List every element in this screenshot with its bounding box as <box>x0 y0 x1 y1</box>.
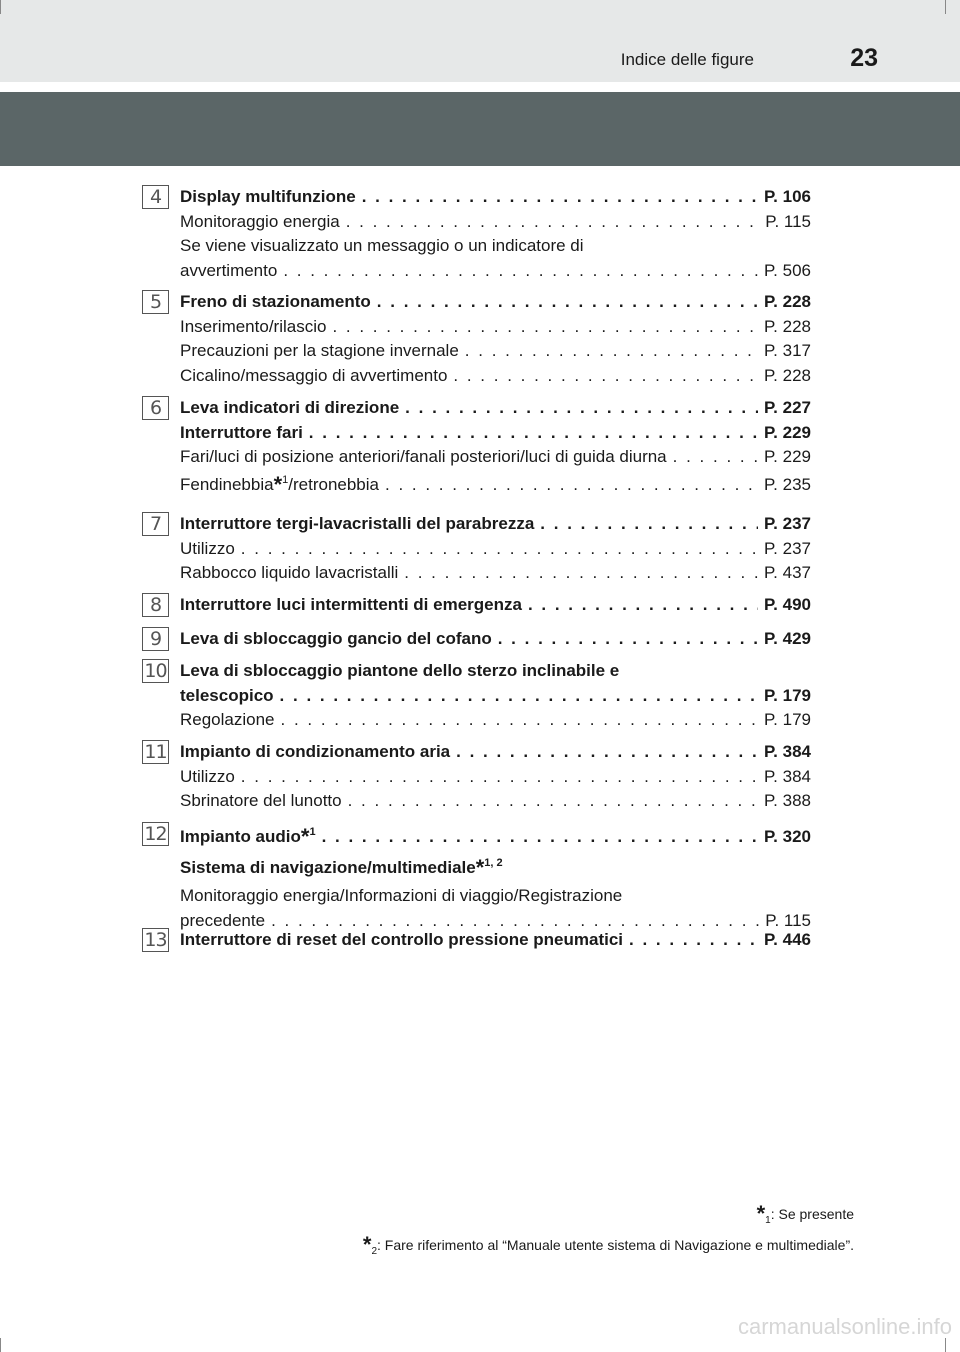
entry-label: Interruttore di reset del controllo pressione pneumatici <box>180 930 624 949</box>
leader-dots <box>283 261 758 281</box>
page-ref[interactable]: P. 384 <box>764 742 811 761</box>
entry-text <box>180 563 398 583</box>
entry-label: Display multifunzione <box>180 187 356 206</box>
figure-number-box: 8 <box>142 593 169 617</box>
figure-number-box: 9 <box>142 627 169 651</box>
leader-dots <box>309 423 758 443</box>
leader-dots <box>404 563 758 583</box>
leader-dots <box>377 292 758 312</box>
index-heading[interactable] <box>180 595 811 619</box>
index-heading[interactable] <box>180 629 811 653</box>
index-subitem[interactable] <box>180 261 811 285</box>
asterisk-icon: * <box>475 855 485 880</box>
entry-label: Leva di sbloccaggio piantone dello sterzo inclinabile e <box>180 661 620 680</box>
leader-dots <box>362 187 758 207</box>
entry-text <box>180 824 316 850</box>
index-subitem[interactable] <box>180 472 811 496</box>
index-subitem[interactable] <box>180 317 811 341</box>
footnote-ref: 1 <box>309 826 316 838</box>
entry-label: Utilizzo <box>180 766 235 786</box>
entry-label: Regolazione <box>180 710 275 729</box>
index-heading[interactable] <box>180 423 811 447</box>
page-ref[interactable]: P. 228 <box>764 316 811 336</box>
entry-text <box>180 292 371 312</box>
page-ref[interactable]: P. 179 <box>764 710 811 729</box>
index-subitem[interactable] <box>180 366 811 390</box>
leader-dots <box>540 514 758 534</box>
figure-number-box: 4 <box>142 185 169 209</box>
entry-label: Rabbocco liquido lavacristalli <box>180 563 399 582</box>
entry-label: Impianto audio <box>180 827 301 846</box>
page-ref[interactable]: P. 228 <box>764 365 811 385</box>
entry-label: precedente <box>180 910 266 930</box>
figure-number-box: 7 <box>142 512 169 536</box>
page-ref[interactable]: P. 115 <box>765 910 811 930</box>
index-subitem[interactable] <box>180 710 811 734</box>
entry-label: Se viene visualizzato un messaggio o un indicatore di <box>180 236 584 255</box>
leader-dots <box>465 341 758 361</box>
figure-number-box: 13 <box>142 928 169 952</box>
page-ref[interactable]: P. 317 <box>764 341 811 360</box>
figure-number-box: 6 <box>142 396 169 420</box>
entry-label: Interruttore luci intermittenti di emergenza <box>180 595 522 614</box>
page-ref[interactable]: P. 115 <box>765 211 811 231</box>
index-subitem[interactable] <box>180 539 811 563</box>
entry-text <box>180 447 667 467</box>
entry-label: Utilizzo <box>180 538 235 558</box>
index-subitem[interactable] <box>180 447 811 471</box>
entry-text <box>180 212 340 232</box>
asterisk-icon: * <box>300 824 310 849</box>
index-heading[interactable] <box>180 514 811 538</box>
asterisk-icon: * <box>273 471 283 497</box>
figure-number-box: 5 <box>142 290 169 314</box>
watermark: carmanualsonline.info <box>737 1314 952 1339</box>
figure-number-box: 11 <box>142 740 169 764</box>
index-heading[interactable] <box>180 686 811 710</box>
page-ref[interactable]: P. 429 <box>764 629 811 648</box>
index-subitem[interactable] <box>180 563 811 587</box>
entry-text <box>180 911 265 931</box>
entry-text <box>180 855 503 881</box>
entry-text <box>180 686 274 706</box>
entry-text <box>180 742 450 762</box>
entry-text <box>180 710 275 730</box>
entry-label: Precauzioni per la stagione invernale <box>180 341 459 360</box>
page-ref[interactable]: P. 237 <box>764 514 811 533</box>
leader-dots <box>348 791 758 811</box>
index-subitem[interactable] <box>180 236 811 260</box>
page-ref[interactable]: P. 229 <box>764 447 811 466</box>
entry-label: Interruttore fari <box>180 422 303 442</box>
entry-text <box>180 366 447 386</box>
footnote-text: : Se presente <box>770 1206 854 1222</box>
crop-mark <box>945 0 946 14</box>
entry-text <box>180 886 622 906</box>
entry-label: Fari/luci di posizione anteriori/fanali posteriori/luci di guida diurna <box>180 447 667 466</box>
entry-label: Leva indicatori di direzione <box>180 398 400 417</box>
entry-label: Monitoraggio energia <box>180 211 340 231</box>
entry-text <box>180 539 235 559</box>
index-subitem[interactable] <box>180 791 811 815</box>
leader-dots <box>629 930 758 950</box>
index-heading[interactable] <box>180 661 811 685</box>
page-ref[interactable]: P. 388 <box>764 791 811 810</box>
entry-text <box>180 791 342 811</box>
page-ref[interactable]: P. 179 <box>764 685 811 705</box>
leader-dots <box>346 212 760 232</box>
entry-label: telescopico <box>180 685 274 705</box>
page-ref[interactable]: P. 235 <box>764 474 811 494</box>
leader-dots <box>241 767 758 787</box>
entry-text <box>180 423 303 443</box>
header-band <box>0 0 960 82</box>
page-ref[interactable]: P. 506 <box>764 260 811 280</box>
entry-label: Cicalino/messaggio di avvertimento <box>180 365 448 385</box>
leader-dots <box>322 827 758 847</box>
footnote-ref: 1 <box>282 473 289 486</box>
page-ref[interactable]: P. 106 <box>764 187 811 206</box>
footnote-marker: 2 <box>371 1245 377 1257</box>
crop-mark <box>0 1338 1 1352</box>
footnote-ref: 1, 2 <box>484 857 503 869</box>
entry-text <box>180 514 534 534</box>
entry-text <box>180 767 235 787</box>
entry-label: Sistema di navigazione/multimediale <box>180 858 476 877</box>
footnotes <box>363 1202 854 1264</box>
entry-text <box>180 661 619 681</box>
entry-label: Freno di stazionamento <box>180 292 371 311</box>
footnote-2: $*_2$: Fare riferimento al “Manuale utente sistema di Navigazione e multimediale”. <box>362 1231 854 1257</box>
footnote-1: $*_1$: Se presente <box>756 1201 854 1226</box>
leader-dots <box>453 366 758 386</box>
entry-text <box>180 341 459 361</box>
entry-text <box>180 595 522 615</box>
leader-dots <box>281 710 759 730</box>
entry-label: Fendinebbia <box>180 474 274 494</box>
entry-text <box>180 629 492 649</box>
footnote-text: : Fare riferimento al “Manuale utente sistema di Navigazione e multimediale”. <box>377 1236 854 1253</box>
leader-dots <box>241 539 758 559</box>
crop-mark <box>0 0 1 14</box>
footnote-marker: 1 <box>765 1214 771 1226</box>
page-ref[interactable]: P. 320 <box>764 827 811 846</box>
crop-mark <box>945 1338 946 1352</box>
index-subitem[interactable] <box>180 767 811 791</box>
entry-label: Sbrinatore del lunotto <box>180 791 342 810</box>
entry-text <box>180 398 399 418</box>
page-number: 23 <box>850 44 878 72</box>
page-ref[interactable]: P. 446 <box>764 930 811 949</box>
index-subitem[interactable] <box>180 341 811 365</box>
index-heading[interactable] <box>180 398 811 422</box>
entry-label: Impianto di condizionamento aria <box>180 742 451 761</box>
index-subitem[interactable] <box>180 212 811 236</box>
leader-dots <box>528 595 758 615</box>
figure-number-box: 10 <box>142 659 169 683</box>
entry-label: avvertimento <box>180 260 278 280</box>
leader-dots <box>385 475 758 495</box>
entry-label: Leva di sbloccaggio gancio del cofano <box>180 629 492 648</box>
entry-label: Monitoraggio energia/Informazioni di viaggio/Registrazione <box>180 886 623 905</box>
entry-text <box>180 317 326 337</box>
entry-text <box>180 261 277 281</box>
leader-dots <box>405 398 758 418</box>
index-heading[interactable] <box>180 855 811 879</box>
page-ref[interactable]: P. 228 <box>764 292 811 311</box>
entry-label: Interruttore tergi-lavacristalli del parabrezza <box>180 514 535 533</box>
section-title: Indice delle figure <box>620 50 754 69</box>
entry-text <box>180 472 379 498</box>
index-heading[interactable] <box>180 187 811 211</box>
leader-dots <box>280 686 758 706</box>
index-heading[interactable] <box>180 292 811 316</box>
entry-text <box>180 187 356 207</box>
leader-dots <box>271 911 759 931</box>
figure-number-box: 12 <box>142 822 169 846</box>
page-ref[interactable]: P. 490 <box>764 595 811 614</box>
leader-dots <box>498 629 758 649</box>
index-heading[interactable] <box>180 742 811 766</box>
decorative-banner <box>0 92 960 166</box>
leader-dots <box>456 742 758 762</box>
entry-label-cont: /retronebbia <box>288 474 379 494</box>
page-ref[interactable]: P. 237 <box>764 538 811 558</box>
page-ref[interactable]: P. 384 <box>764 766 811 786</box>
page-ref[interactable]: P. 227 <box>764 398 811 417</box>
page-ref[interactable]: P. 229 <box>764 422 811 442</box>
entry-text <box>180 236 584 256</box>
page-ref[interactable]: P. 437 <box>764 563 811 582</box>
index-heading[interactable] <box>180 930 811 954</box>
leader-dots <box>673 447 758 467</box>
entry-label: Inserimento/rilascio <box>180 316 327 336</box>
index-heading[interactable] <box>180 824 811 848</box>
entry-text <box>180 930 623 950</box>
index-subitem[interactable] <box>180 886 811 910</box>
leader-dots <box>332 317 758 337</box>
